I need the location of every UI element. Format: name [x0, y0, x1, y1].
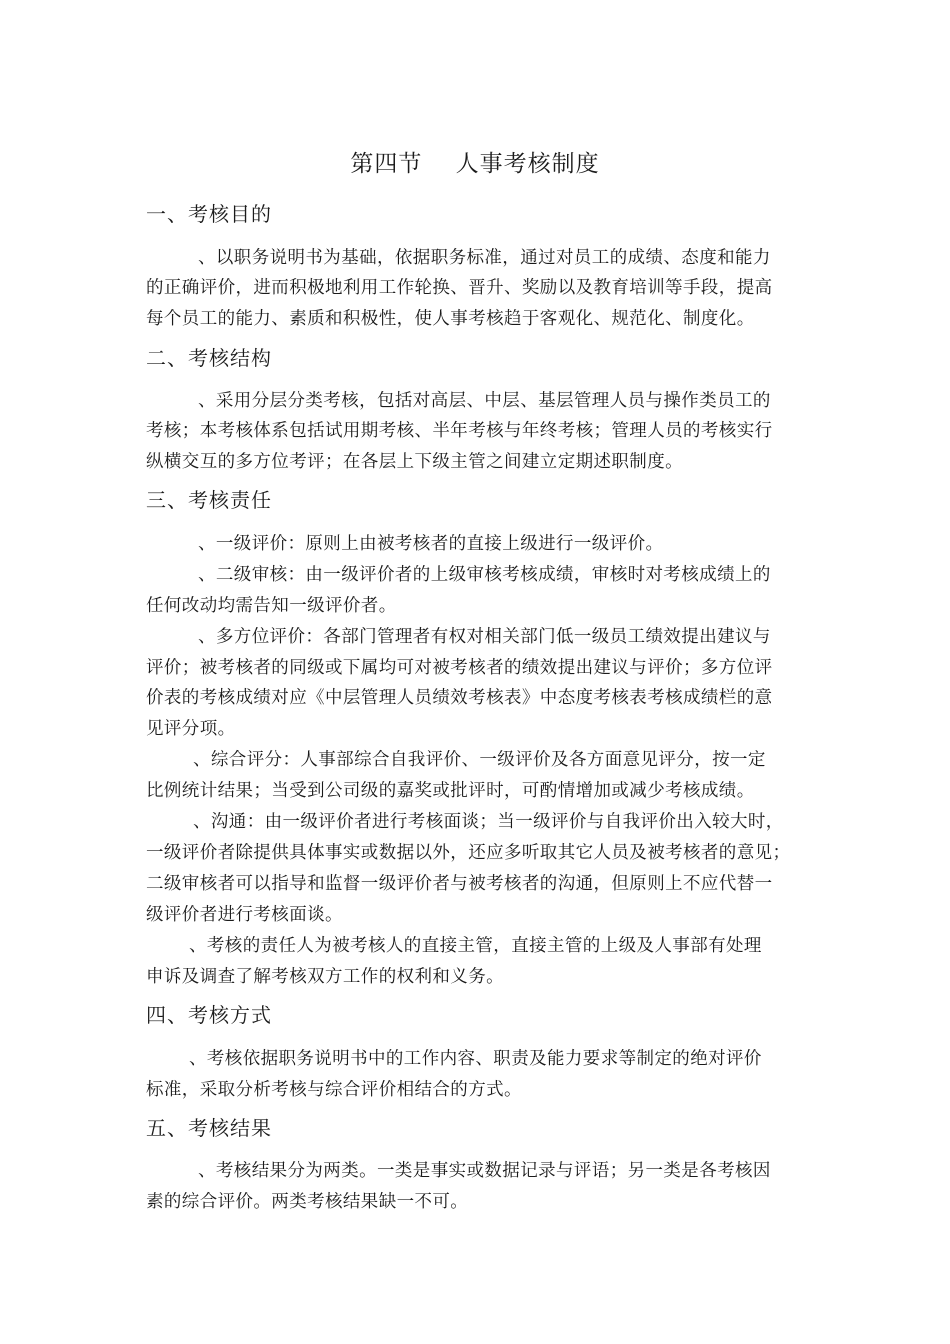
- paragraph-line: 素的综合评价。两类考核结果缺一不可。: [146, 1192, 469, 1212]
- paragraph-line: 考核；本考核体系包括试用期考核、半年考核与年终考核；管理人员的考核实行: [146, 421, 773, 441]
- paragraph-line: 标准，采取分析考核与综合评价相结合的方式。: [146, 1080, 522, 1100]
- paragraph-line: 见评分项。: [146, 719, 236, 739]
- paragraph-line: 一级评价者除提供具体事实或数据以外，还应多听取其它人员及被考核者的意见；: [146, 843, 791, 863]
- paragraph-line: 、考核的责任人为被考核人的直接主管，直接主管的上级及人事部有处理: [189, 936, 762, 956]
- paragraph-line: 的正确评价，进而积极地利用工作轮换、晋升、奖励以及教育培训等手段，提高: [146, 278, 773, 298]
- section-heading: 三、考核责任: [146, 488, 272, 512]
- paragraph-line: 、二级审核：由一级评价者的上级审核考核成绩，审核时对考核成绩上的: [198, 565, 771, 585]
- paragraph-line: 比例统计结果；当受到公司级的嘉奖或批评时，可酌情增加或减少考核成绩。: [146, 781, 755, 801]
- paragraph-line: 二级审核者可以指导和监督一级评价者与被考核者的沟通，但原则上不应代替一: [146, 874, 773, 894]
- paragraph-line: 、沟通：由一级评价者进行考核面谈；当一级评价与自我评价出入较大时，: [193, 812, 784, 832]
- paragraph-line: 、多方位评价：各部门管理者有权对相关部门低一级员工绩效提出建议与: [198, 627, 771, 647]
- paragraph-line: 纵横交互的多方位考评；在各层上下级主管之间建立定期述职制度。: [146, 452, 683, 472]
- paragraph-line: 、以职务说明书为基础，依据职务标准，通过对员工的成绩、态度和能力: [198, 248, 771, 268]
- section-heading: 五、考核结果: [146, 1116, 272, 1140]
- paragraph-line: 评价；被考核者的同级或下属均可对被考核者的绩效提出建议与评价；多方位评: [146, 658, 773, 678]
- section-heading: 二、考核结构: [146, 346, 272, 370]
- page-title: 第四节 人事考核制度: [350, 151, 600, 177]
- paragraph-line: 级评价者进行考核面谈。: [146, 905, 343, 925]
- paragraph-line: 、考核依据职务说明书中的工作内容、职责及能力要求等制定的绝对评价: [189, 1049, 762, 1069]
- section-heading: 一、考核目的: [146, 202, 272, 226]
- paragraph-line: 申诉及调查了解考核双方工作的权利和义务。: [146, 967, 504, 987]
- paragraph-line: 、一级评价：原则上由被考核者的直接上级进行一级评价。: [198, 534, 664, 554]
- paragraph-line: 、综合评分：人事部综合自我评价、一级评价及各方面意见评分，按一定: [193, 750, 766, 770]
- paragraph-line: 、采用分层分类考核，包括对高层、中层、基层管理人员与操作类员工的: [198, 391, 771, 411]
- paragraph-line: 任何改动均需告知一级评价者。: [146, 596, 397, 616]
- section-heading: 四、考核方式: [146, 1003, 272, 1027]
- paragraph-line: 、考核结果分为两类。一类是事实或数据记录与评语；另一类是各考核因: [198, 1161, 771, 1181]
- paragraph-line: 价表的考核成绩对应《中层管理人员绩效考核表》中态度考核表考核成绩栏的意: [146, 688, 773, 708]
- paragraph-line: 每个员工的能力、素质和积极性，使人事考核趋于客观化、规范化、制度化。: [146, 309, 755, 329]
